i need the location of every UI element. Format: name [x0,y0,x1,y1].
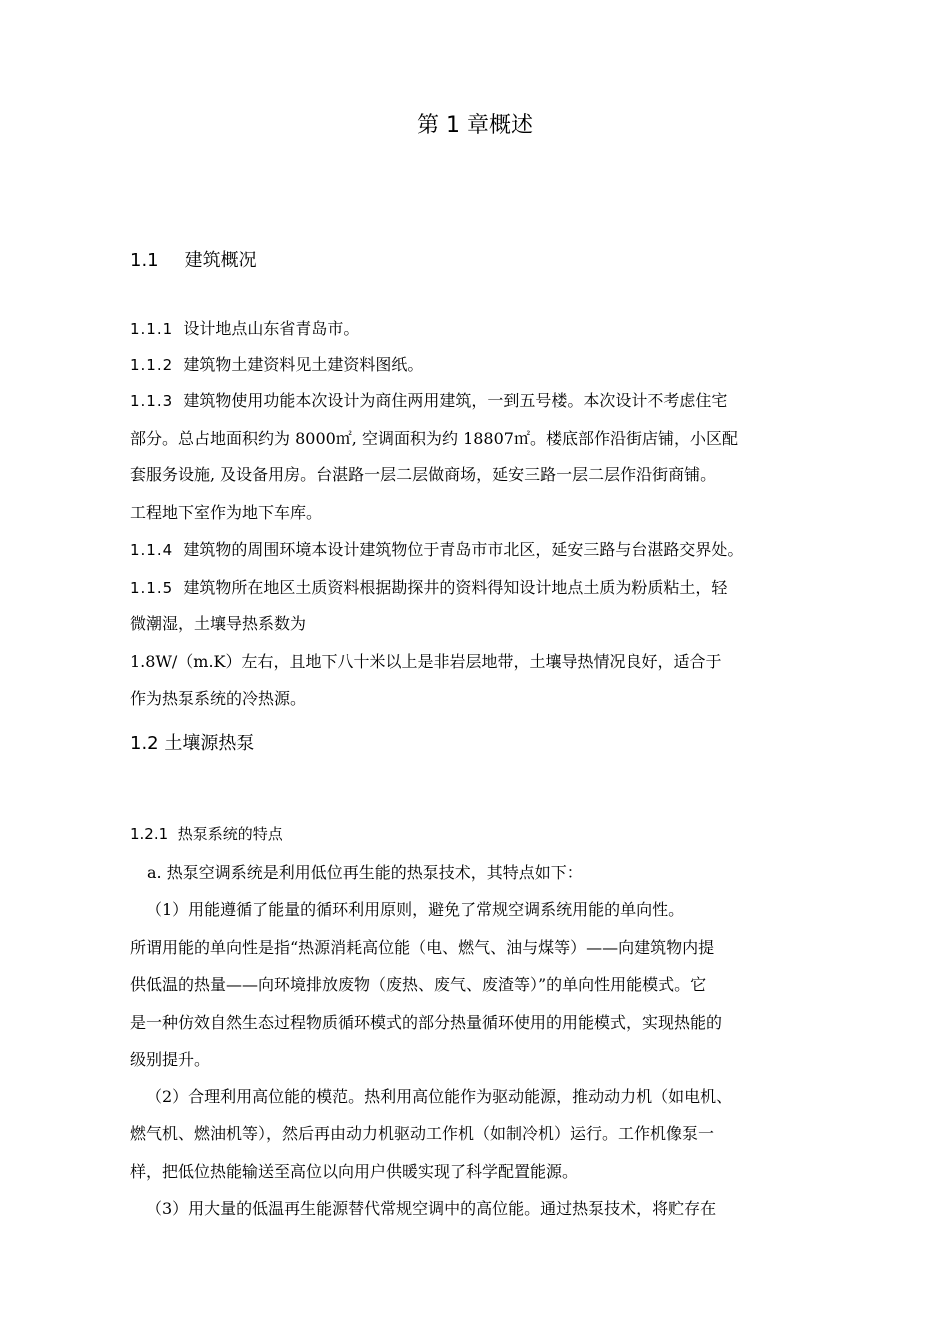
body-line: 1.8W/（m.K）左右，且地下八十米以上是非岩层地带，土壤导热情况良好，适合于 [130,652,722,671]
subsection-text: 山东省青岛市。 [247,319,360,338]
subsection-title: 热泵系统的特点 [177,825,283,843]
item-1-line: 级别提升。 [130,1050,211,1069]
item-2-line: 样，把低位热能输送至高位以向用户供暖实现了科学配置能源。 [130,1162,579,1181]
paragraph-a: a. 热泵空调系统是利用低位再生能的热泵技术，其特点如下： [147,863,583,882]
body-line: 套服务设施, 及设备用房。台湛路一层二层做商场，延安三路一层二层作沿街商铺。 [130,465,717,484]
body-line: 工程地下室作为地下车库。 [130,503,323,522]
subsection-label: 设计地点 [183,319,248,338]
subsection-1-1-2 [130,352,423,375]
item-2-line: 燃气机、燃油机等），然后再由动力机驱动工作机（如制冷机）运行。工作机像泵一 [130,1124,715,1143]
subsection-1-1-1 [130,316,359,339]
subsection-number: 1.1.1 [130,320,174,338]
section-title: 土壤源热泵 [164,733,255,754]
subsection-label: 建筑物土建资料 [183,355,296,374]
body-line: 部分。总占地面积约为 8000㎡, 空调面积为约 18807㎡。楼底部作沿街店铺，小区配 [130,429,738,448]
subsection-number: 1.1.2 [130,356,174,374]
item-1-line: （1）用能遵循了能量的循环利用原则，避免了常规空调系统用能的单向性。 [146,900,685,919]
section-title: 建筑概况 [184,250,257,271]
subsection-number: 1.1.4 [130,541,174,559]
subsection-text: 见土建资料图纸。 [295,355,424,374]
section-heading-1-1 [130,246,257,272]
body-line: 根据勘探井的资料得知设计地点土质为粉质粘土，轻 [359,578,728,597]
subsection-number: 1.1.3 [130,392,174,410]
subsection-1-1-4 [130,537,743,560]
subsection-heading-1-2-1 [130,823,283,844]
subsection-label: 建筑物的周围环境 [183,540,312,559]
item-3-line: （3）用大量的低温再生能源替代常规空调中的高位能。通过热泵技术，将贮存在 [146,1199,717,1218]
chapter-title: 第 1 章概述 [417,113,533,138]
item-2-line: （2）合理利用高位能的模范。热利用高位能作为驱动能源，推动动力机（如电机、 [146,1087,733,1106]
item-1-line: 供低温的热量——向环境排放废物（废热、废气、废渣等）”的单向性用能模式。它 [130,975,707,994]
body-line: 本次设计为商住两用建筑，一到五号楼。本次设计不考虑住宅 [295,391,728,410]
item-1-line: 所谓用能的单向性是指“热源消耗高位能（电、燃气、油与煤等）——向建筑物内提 [130,938,715,957]
subsection-number: 1.2.1 [130,825,169,843]
item-1-line: 是一种仿效自然生态过程物质循环模式的部分热量循环使用的用能模式，实现热能的 [130,1013,723,1032]
section-number: 1.2 [130,733,159,754]
section-number: 1.1 [130,250,159,271]
body-line: 微潮湿，土壤导热系数为 [130,614,307,633]
body-line: 作为热泵系统的冷热源。 [130,689,307,708]
subsection-number: 1.1.5 [130,579,174,597]
section-heading-1-2 [130,729,254,755]
subsection-1-1-5 [130,575,727,598]
subsection-1-1-3 [130,388,727,411]
subsection-label: 建筑物所在地区土质资料 [183,578,360,597]
subsection-label: 建筑物使用功能 [183,391,296,410]
subsection-text: 本设计建筑物位于青岛市市北区，延安三路与台湛路交界处。 [311,540,744,559]
